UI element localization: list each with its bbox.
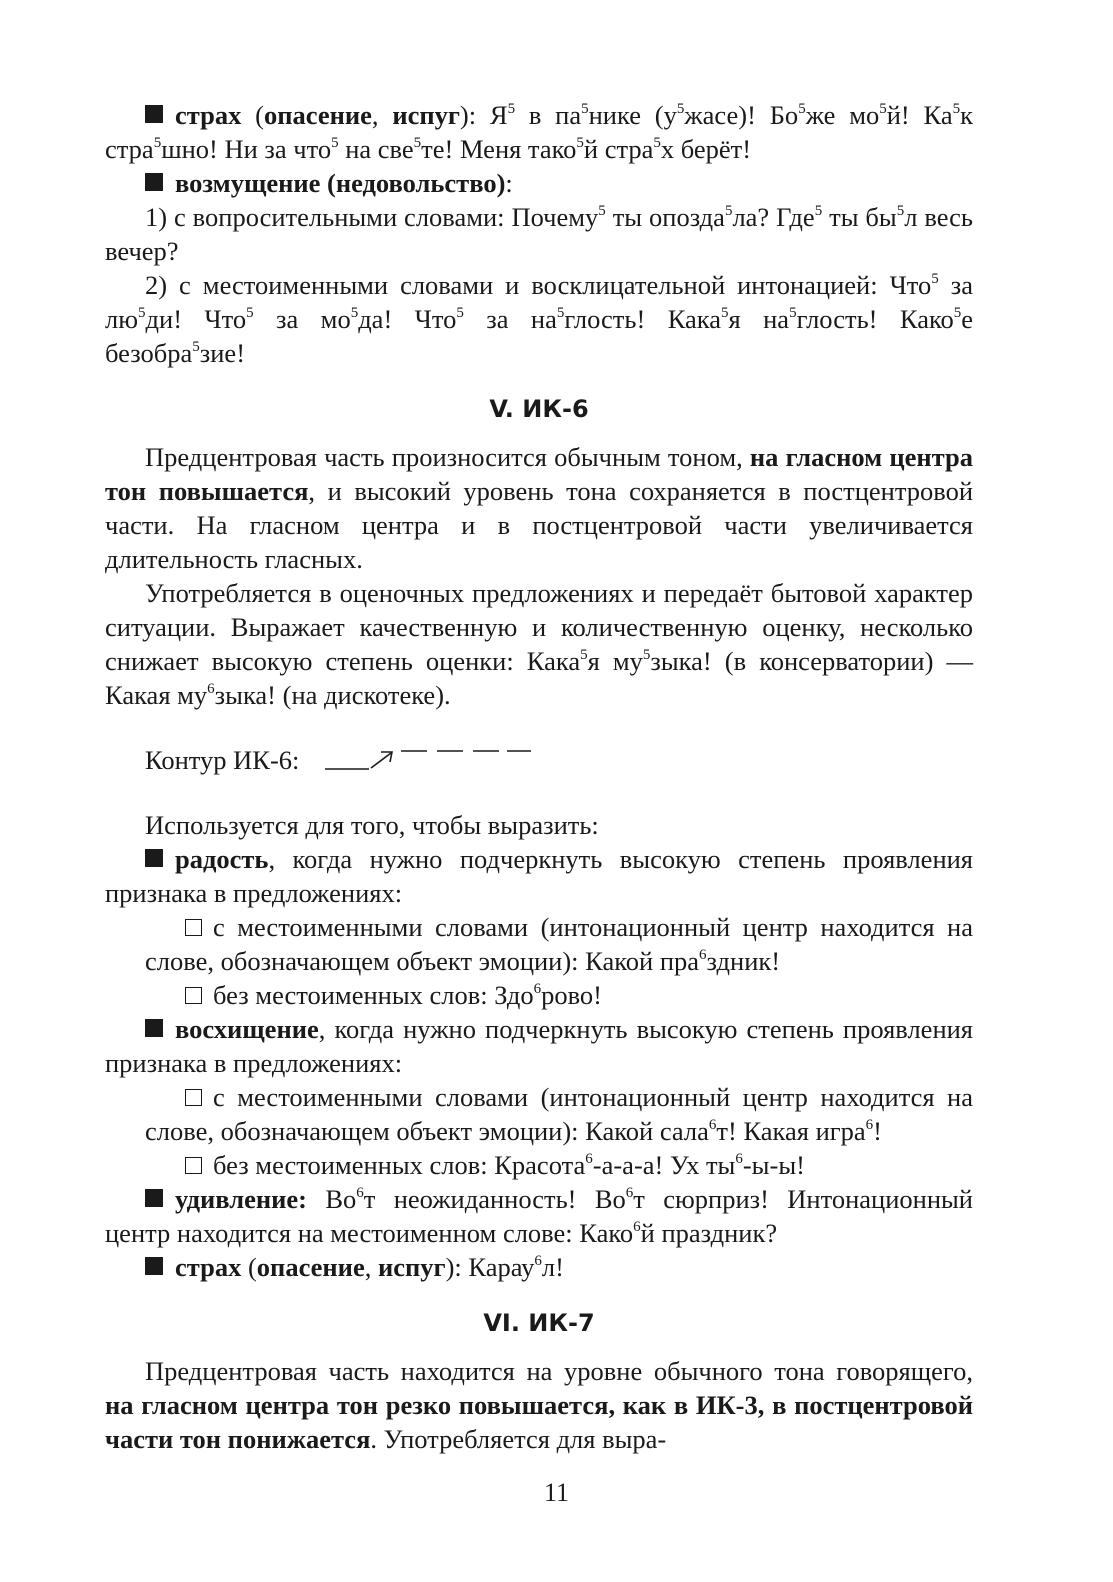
section-heading-ik7: VI. ИК-7 [483,1309,595,1337]
ik6-description: Предцентровая часть произносится обычным тоном, на гласном центра тон повышается, и высокий уровень тона сохраняется в постцентровой части. На гласном центра и в постцентровой части увеличивается длительность гласных. [105,442,974,574]
surprise-paragraph: удивление: $Во^6т$ неожиданность! $Во^6т$ сюрприз! Интонационный центр находится на местоименном слове: Како$^6$й праздник? [105,1184,973,1248]
bullet-square-icon [145,1189,163,1207]
bullet-square-icon [145,173,163,191]
checkbox-square-icon [185,1157,202,1174]
fear-paragraph: страх (опасение, испуг): $Я^5$ в $па^5нике$ $(у^5жасе)$! $Бо^5же$ $мо^5й$! $Ка^5к$ стра$^5$шно! Ни за что$^5$ на све$^5$те! Меня тако$^5$й стра$^5$х берёт! [105,100,973,164]
uses-intro: Используется для того, чтобы выразить: [145,810,599,840]
bullet-square-icon [145,1257,163,1275]
joy-sub-2: без местоименных слов: Здо$^6$рово! [145,978,973,1012]
ik6-usage: Употребляется в оценочных предложениях и передаёт бытовой характер ситуации. Выражает качественную и количественную оценку, несколько снижает высокую степень оценки: Кака$^5$я $му^5зыка$! (в консерватории) — Какая $му^6зыка$! (на дискотеке). [105,578,973,710]
joy-paragraph: радость, когда нужно подчеркнуть высокую степень проявления признака в предложениях: [105,844,973,908]
checkbox-square-icon [185,919,202,936]
section-heading-ik6: V. ИК-6 [489,395,589,423]
admiration-sub-1: с местоименными словами (интонационный центр находится на слове, обозначающем объект эмоции): Какой сала$^6$т! Какая игра$^6$! [145,1082,973,1146]
checkbox-square-icon [185,1089,202,1106]
indignation-heading: возмущение (недовольство): [105,166,973,200]
admiration-paragraph: восхищение, когда нужно подчеркнуть высокую степень проявления признака в предложениях: [105,1014,973,1078]
contour-ik6 [145,740,973,780]
bullet-square-icon [145,1019,163,1037]
contour-ik6-diagram [325,745,535,775]
fear-paragraph-ik6: страх (опасение, испуг): Карау$^6$л! [105,1250,973,1284]
indignation-item-2: 2) с местоименными словами и восклицательной интонацией: Что$^5$ за $лю^5ди$! Что$^5$ за $мо^5да$! Что$^5$ за $на^5глость$! Кака$^5$я $на^5глость$! Како$^5$е безобра$^5$зие! [105,270,974,368]
contour-label: Контур ИК-6: [145,745,300,775]
bullet-square-icon [145,849,163,867]
page-body [105,98,973,1456]
checkbox-square-icon [185,987,202,1004]
indignation-item-1: 1) с вопросительными словами: Почему$^5$ ты опозда$^5$ла? Где$^5$ ты $бы^5л$ весь вечер? [105,202,973,266]
admiration-sub-2: без местоименных слов: Красота$^6$-а-а-а! Ух $ты^6-ы-ы$! [145,1148,973,1182]
ik7-description: Предцентровая часть находится на уровне обычного тона говорящего, на гласном центра тон резко повышается, как в ИК-3, в постцентровой части тон понижается. Употребляется для выра- [105,1356,973,1454]
bullet-square-icon [145,105,163,123]
page-number: 11 [543,1478,570,1507]
joy-sub-1: с местоименными словами (интонационный центр находится на слове, обозначающем объект эмоции): Какой пра$^6$здник! [145,912,973,976]
